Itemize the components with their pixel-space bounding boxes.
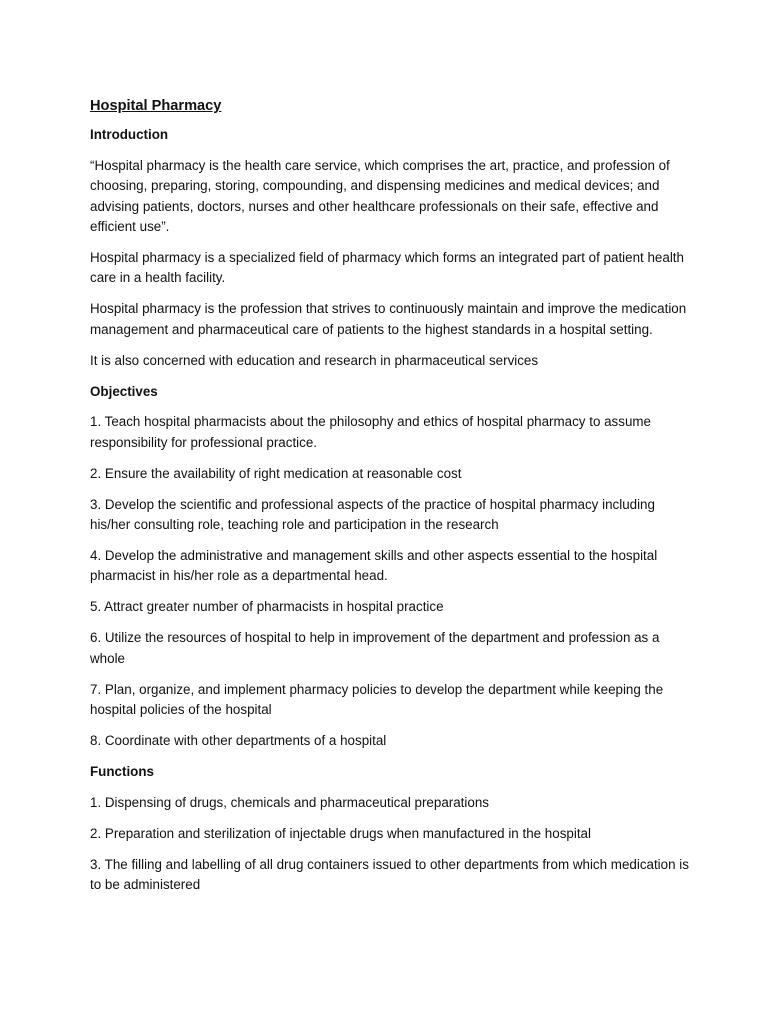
intro-paragraph-2: Hospital pharmacy is a specialized field of pharmacy which forms an integrated part of patient health care in a health facility. [90,250,684,286]
intro-paragraph-3: Hospital pharmacy is the profession that strives to continuously maintain and improve the medication management and pharmaceutical care of patients to the highest standards in a hospital setting. [90,301,687,337]
document-title: Hospital Pharmacy [90,98,222,114]
function-item-3: 3. The filling and labelling of all drug containers issued to other departments from which medication is to be administered [90,856,689,893]
section-heading-objectives: Objectives [90,383,158,399]
objective-item-5: 5. Attract greater number of pharmacists in hospital practice [90,599,444,615]
function-item-2: 2. Preparation and sterilization of injectable drugs when manufactured in the hospital [90,825,591,841]
intro-paragraph-1: “Hospital pharmacy is the health care service, which comprises the art, practice, and profession of choosing, preparing, storing, compounding, and dispensing medicines and medical devices; and advising patients, doctors, nurses and other healthcare professionals on their safe, effective and efficient use”. [90,157,670,235]
objective-item-8: 8. Coordinate with other departments of a hospital [90,733,387,749]
objective-item-6: 6. Utilize the resources of hospital to help in improvement of the department and profession as a whole [90,630,660,666]
objective-item-2: 2. Ensure the availability of right medication at reasonable cost [90,465,462,481]
objective-item-7: 7. Plan, organize, and implement pharmacy policies to develop the department while keeping the hospital policies of the hospital [90,681,664,718]
objective-item-3: 3. Develop the scientific and professional aspects of the practice of hospital pharmacy including his/her consulting role, teaching role and participation in the research [90,496,655,533]
section-heading-introduction: Introduction [90,127,169,143]
function-item-1: 1. Dispensing of drugs, chemicals and pharmaceutical preparations [90,794,489,810]
document-page [90,92,690,906]
objective-item-1: 1. Teach hospital pharmacists about the philosophy and ethics of hospital pharmacy to assume responsibility for professional practice. [90,414,651,450]
objective-item-4: 4. Develop the administrative and management skills and other aspects essential to the hospital pharmacist in his/her role as a departmental head. [90,548,658,584]
intro-paragraph-4: It is also concerned with education and research in pharmaceutical services [90,352,539,368]
section-heading-functions: Functions [90,764,154,780]
